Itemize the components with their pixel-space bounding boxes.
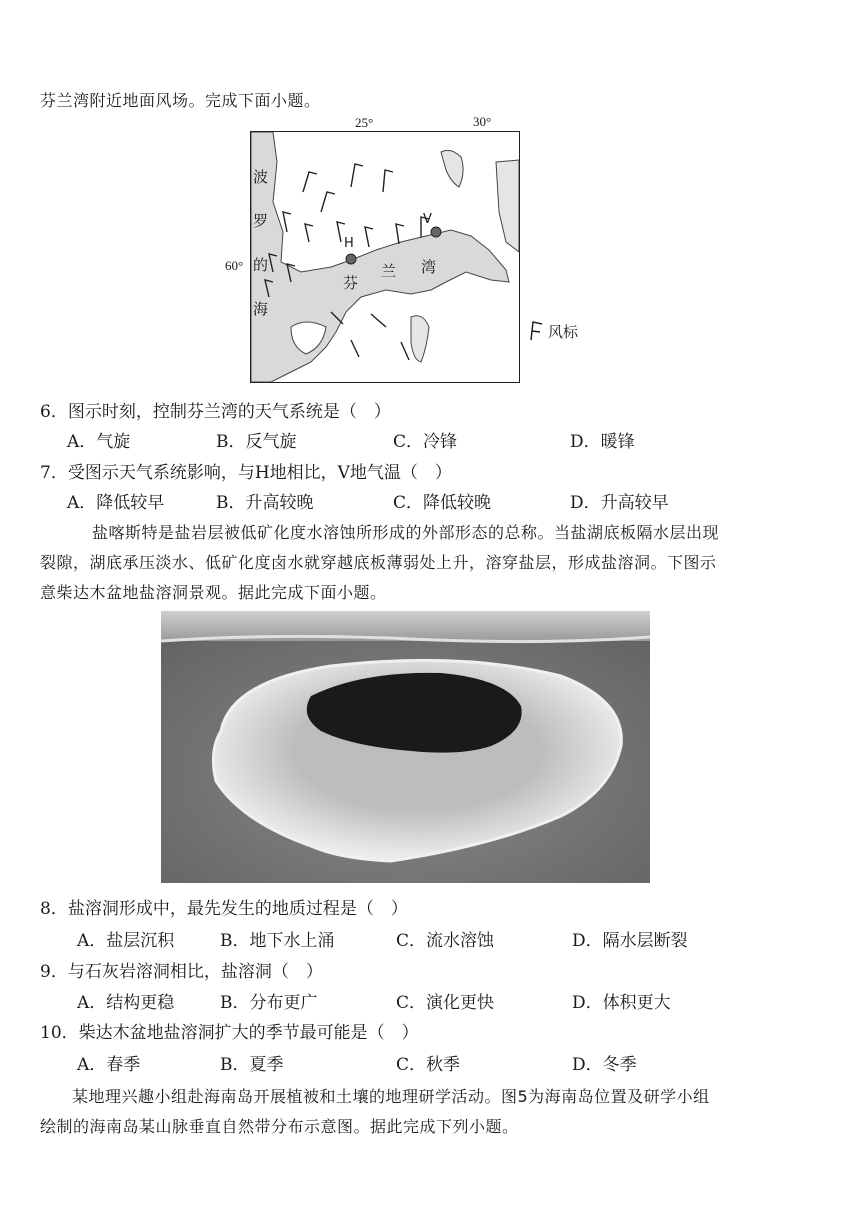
question-7-option-d: D．升高较早 — [570, 493, 669, 513]
latitude-tick-60: 60° — [225, 258, 244, 273]
question-9-option-d: D．体积更大 — [572, 993, 671, 1013]
question-9-stem: 9．与石灰岩溶洞相比，盐溶洞（ ） — [40, 962, 323, 982]
passage-hainan-line-1: 某地理兴趣小组赴海南岛开展植被和土壤的地理研学活动。图5为海南岛位置及研学小组 — [72, 1087, 710, 1106]
question-8-option-a: A．盐层沉积 — [77, 931, 175, 951]
question-10-option-c: C．秋季 — [396, 1055, 461, 1075]
sea-label-char-4: 海 — [253, 300, 269, 318]
wind-barb-legend-icon — [527, 320, 545, 342]
sea-label-char-2: 罗 — [253, 212, 269, 230]
question-9-option-c: C．演化更快 — [396, 993, 495, 1013]
question-10-option-a: A．春季 — [77, 1055, 141, 1075]
map-graphic — [251, 132, 519, 382]
legend-label: 风标 — [548, 323, 579, 341]
lake-shape — [411, 316, 429, 362]
gulf-label-char-2: 兰 — [381, 262, 397, 280]
question-10-option-d: D．冬季 — [572, 1055, 637, 1075]
land-area — [496, 160, 519, 252]
passage-salt-karst-line-2: 裂隙，湖底承压淡水、低矿化度卤水就穿越底板薄弱处上升，溶穿盐层，形成盐溶洞。下图示 — [40, 553, 717, 572]
longitude-tick-25: 25° — [355, 115, 374, 130]
question-6-stem: 6．图示时刻，控制芬兰湾的天气系统是（ ） — [40, 402, 391, 422]
gulf-label-char-3: 湾 — [421, 258, 437, 276]
question-8-stem: 8．盐溶洞形成中，最先发生的地质过程是（ ） — [40, 899, 408, 919]
point-v-marker — [431, 227, 441, 237]
question-8-option-d: D．隔水层断裂 — [572, 931, 688, 951]
sea-label-char-3: 的 — [253, 256, 269, 274]
point-h-label: H — [344, 236, 354, 251]
question-7-stem: 7．受图示天气系统影响，与H地相比，V地气温（ ） — [40, 463, 452, 483]
question-8-option-c: C．流水溶蚀 — [396, 931, 495, 951]
point-h-marker — [346, 254, 356, 264]
lake-shape — [441, 150, 463, 187]
passage-salt-karst-line-1: 盐喀斯特是盐岩层被低矿化度水溶蚀所形成的外部形态的总称。当盐湖底板隔水层出现 — [92, 523, 720, 542]
point-v-label: V — [423, 212, 432, 227]
question-10-stem: 10．柴达木盆地盐溶洞扩大的季节最可能是（ ） — [40, 1023, 419, 1043]
question-8-option-b: B．地下水上涌 — [220, 931, 335, 951]
question-7-option-a: A．降低较早 — [67, 493, 165, 513]
intro-text: 芬兰湾附近地面风场。完成下面小题。 — [40, 91, 321, 110]
gulf-label-char-1: 芬 — [343, 274, 359, 292]
question-7-option-b: B．升高较晚 — [216, 493, 314, 513]
wind-field-map — [250, 131, 520, 383]
question-6-option-d: D．暖锋 — [570, 432, 635, 452]
salt-cave-photo — [161, 611, 650, 883]
question-6-option-a: A．气旋 — [67, 432, 131, 452]
question-6-option-c: C．冷锋 — [393, 432, 458, 452]
passage-salt-karst-line-3: 意柴达木盆地盐溶洞景观。据此完成下面小题。 — [40, 583, 387, 602]
question-9-option-a: A．结构更稳 — [77, 993, 175, 1013]
question-7-option-c: C．降低较晚 — [393, 493, 492, 513]
land-area — [251, 132, 509, 382]
passage-hainan-line-2: 绘制的海南岛某山脉垂直自然带分布示意图。据此完成下列小题。 — [40, 1117, 519, 1136]
question-6-option-b: B．反气旋 — [216, 432, 297, 452]
longitude-tick-30: 30° — [473, 114, 492, 129]
salt-cave-photo-graphic — [161, 611, 650, 883]
question-9-option-b: B．分布更广 — [220, 993, 318, 1013]
question-10-option-b: B．夏季 — [220, 1055, 284, 1075]
sea-label-char-1: 波 — [253, 168, 269, 186]
